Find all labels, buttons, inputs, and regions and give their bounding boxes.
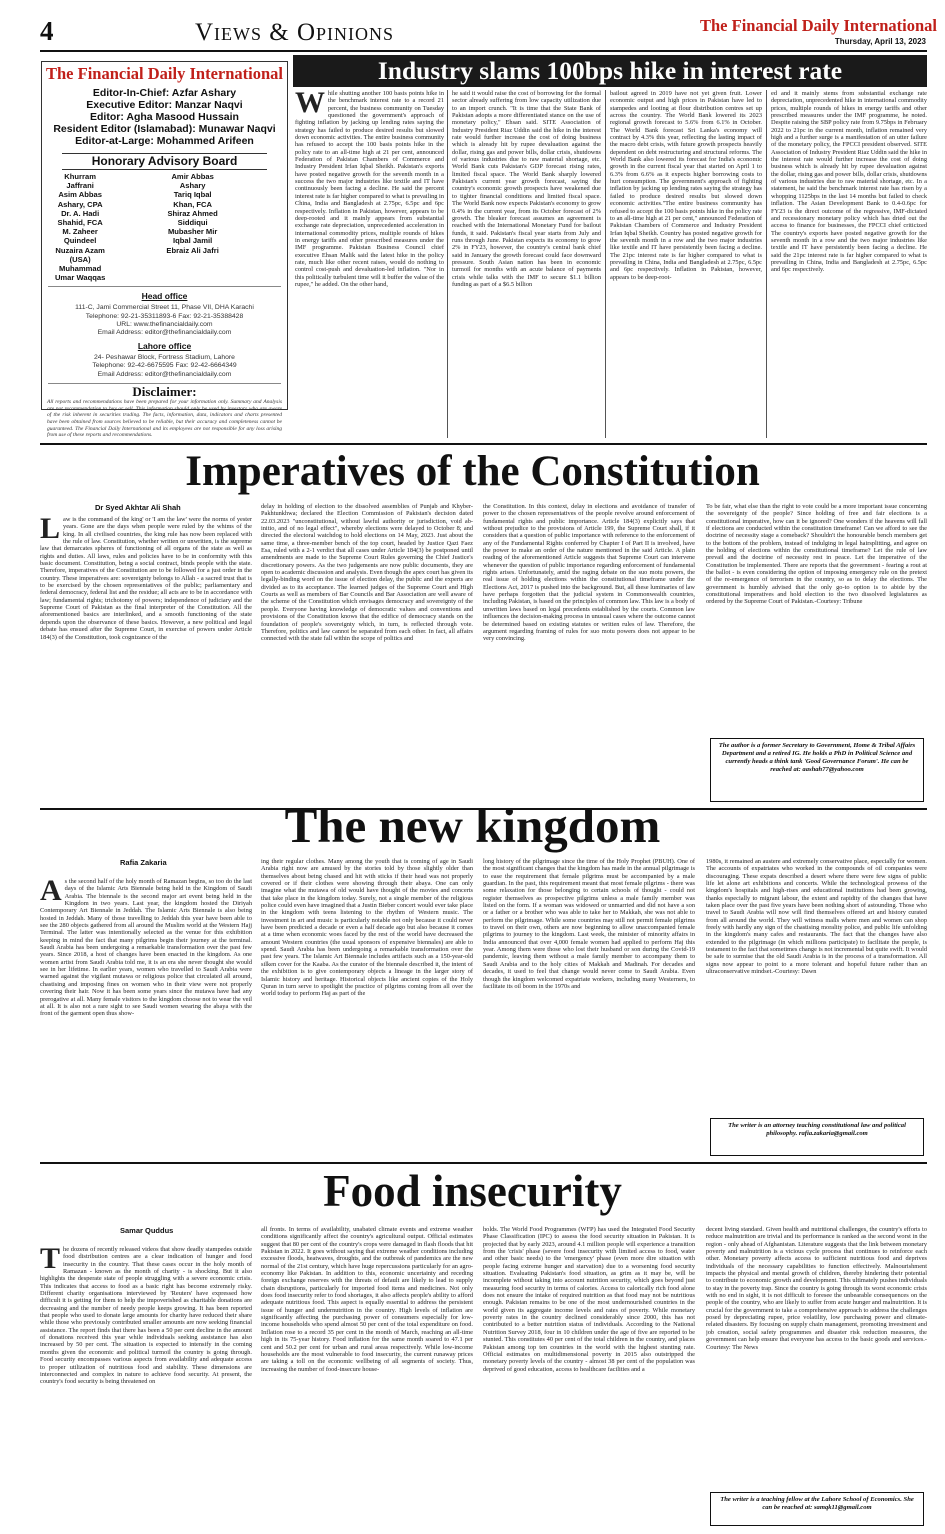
disclaimer-title: Disclaimer: — [132, 383, 197, 399]
board-member: Muhammad Umar Waqqas — [54, 264, 106, 283]
lead-text: hile shutting another 100 basis points hike in the benchmark interest rate to a record 21 percent, the business community on Tuesday questioned the government's approach of fighting inflation by jacking up lending rates saying the strategy has failed to produce desired results but slowed down economic activities. The entire business community has refused to accept the 100 basis points hike in the policy rate to an all-time high at 21 per cent, announced Federation of Pakistan Chambers of Commerce and Industry President Irfan Iqbal Sheikh. Pakistan's exports have posted negative growth for the seventh month in a success the two major industries like textile and IT have continuously been facing a decline. He said the percent interest rate is far higher compared to what is prevailing in China, India and Bangladesh at 2.75pc, 6.5pc and 6pc respectively. Inflation in Pakistan, however, appears to be deep-rooted and it mainly appears from substantial exchange rate depreciation, unprecedented acceleration in international commodity prices, multiple rounds of hikes in energy tariffs and other prescribed measures under the IMF programme. Pakistan Business Council chief executive Ehsan Malik said the latest hike in the policy rate, much like other recent raises, would do nothing to control cost-push and devaluation-led inflation. "Nor in this politically turbulent time will it buffer the value of the rupee," he added. On the other hand, — [295, 90, 444, 288]
food-column-4: decent living standard. Given health and nutritional challenges, the country's efforts to reduce malnutrition are trivial and its performance is ranked as the second worst in the region - only ahead of Afghanistan. Literature suggests that the link between monetary poverty and malnutrition is a vicious cycle process that continues to reinforce each other. Monetary poverty affects access to sufficient nutritious food and deprives individuals of the necessary capabilities to function effectively. Malnourishment impacts the physical and mental growth of children, thereby hindering their potential to contribute to economic growth and development. This ultimately pushes individuals to stay in the poverty trap. Since the country is going through its worst economic crisis with no end in sight, it is not difficult to foresee the unbearable consequences on the people of the country, who are likely to suffer from acute hunger and malnutrition. It is crucial for the government to take a comprehensive approach to address the challenges posed by depreciating rupee, price volatility, low purchasing power and climate-related disasters. By focusing on supply chain management, promoting investment and job creation, social safety programmes and disaster risk reduction measures, the government can help ensure that everyone has access to the basic goods and services.-Courtesy: The News — [706, 1226, 927, 1351]
disclaimer-text: All reports and recommendations have been prepared for your information only. Summary and Analysis are not recommendation to buy or sell. This information should only be used by investors who are aware of the risk inherent in securities trading. The facts, information, data, indicators and charts presented have been obtained from sources believed to be reliable, but their accuracy and completeness cannot be guaranteed. The Financial Daily International and its employees are not responsible for any loss arising from use of these reports and recommendations. — [47, 398, 282, 439]
masthead-paper-name: The Financial Daily International — [46, 64, 283, 83]
board-member: Tariq Iqbal Khan, FCA — [173, 190, 213, 209]
board-member: Iqbal Jamil — [173, 236, 213, 246]
article-text: aw is the command of the king' or 'I am the law' were the norms of yester years. Gone are the days when people were ruled by the whims of the king. In all civilised countries, the king rule has now been replaced with the rule of law. Constitution, whether written or unwritten, is the supreme law that demarcates spheres of functioning of all organs of the state as well as rights and duties. All laws, rules and policies have to be in conformity with this basic document. Constitution, being a social contract, binds people with the state. Therefore, imperatives of the Constitution are to be followed for a just order in the country. These imperatives are: sovereignty belongs to Allah - a sacred trust that is to be exercised by the chosen representatives of the public; parliamentary and federal democracy, federal list and the residue; all acts are to be in accordance with law; fundamental rights; trichotomy of powers; independence of judiciary and the Supreme Court of Pakistan as the final interpreter of the Constitution. All the aforementioned basics are interlinked, and a smooth functioning of the state depends upon the observance of these basics. However, a new political and legal debate has ensued after the Supreme Court, in exercise of powers under Article 184(3) of the Constitution, took cognizance of the — [40, 516, 252, 641]
kingdom-column-2: ing their regular clothes. Many among the youth that is coming of age in Saudi Arabia right now are amused by the stories told by those slightly older than themselves about being chased and hit with sticks if their head was not properly covered or if their clothes were showing through their abaya. One can only imagine what the mutawa of old would have thought of the movies and concerts that take place in the kingdom today. Surely, not a single member of the religious police could even have imagined that a Justin Bieber concert would ever take place in the kingdom with teens listening to the rhythm of Western music. The investment in art and music is particularly notable not only because it could never have been predicted a decade or even a half decade ago but also because it comes at a time when economic woes faced by the rest of the world have decreased the amount Western countries (the usual sponsors of expensive biennales) are able to spend. Saudi Arabia has been undergoing a remarkable transformation over the past few years. The Islamic Art Biennale includes artifacts such as a 150-year-old silken cover for the Kaaba. As the curator of the biennale described it, the intent of the exhibition is to give contemporary objects a lineage in the larger story of Islamic history and heritage. Historical objects like ancient copies of the Holy Quran in turn serve to spotlight the practice of pilgrims coming from all over the world today to perform Haj as part of the — [261, 858, 473, 998]
kingdom-column-3: long history of the pilgrimage since the time of the Holy Prophet (PBUH). One of the most significant changes that the kingdom has made in the annual pilgrimage is to ease the requirement that female pilgrims must be accompanied by a male guardian. In the past, this requirement meant that most female pilgrims - there was some relaxation for those belonging to certain schools of thought - could not register themselves as prospective pilgrims unless a male family member was listed on the form. If a woman was widowed or unmarried and did not have a son or a father or a brother who was able to take her to Makkah, she was not able to perform the pilgrimage. While some countries may still not permit female pilgrims to travel on their own, others are now beginning to allow unaccompanied female pilgrims to journey to the kingdom. Last week, the minister of minority affairs in India announced that over 4,000 female women had applied to perform Haj this year. Among them were those who lost their husband or son during the Covid-19 pandemic, leaving them without a male family member to accompany them to Saudi Arabia and to the holy cities of Makkah and Madinah. For decades and decades, it used to feel that change would never come to Saudi Arabia. Even though the kingdom welcomed expatriate workers, including many Westerners, to facilitate its oil boom in the 1970s and — [483, 858, 695, 990]
article-title: Food insecurity — [323, 1166, 622, 1216]
author-note-box: The author is a former Secretary to Government, Home & Tribal Affairs Department and a retired IG. He holds a PhD in Political Science and currently heads a think tank 'Good Governance Forum'. He can be reached at: aashah77@yahoo.com — [710, 738, 924, 802]
head-office-line: Telephone: 92-21-35311893-6 Fax: 92-21-35388428 — [85, 312, 244, 320]
lead-dropcap: W — [295, 90, 325, 119]
board-member: Asim Abbas Ashary, CPA — [57, 190, 103, 209]
lead-column-1 — [295, 90, 444, 440]
article-text: s the second half of the holy month of Ramazan begins, so too do the last days of the Islamic Arts Biennale being held in the Kingdom of Saudi Arabia. The biennale is the second major art event being held in the Kingdom in two years. Last year, the kingdom hosted the Diriyah Contemporary Art Biennale in Jeddah. The Islamic Arts Biennale is also being hosted in Jeddah. Many of those travelling to Jeddah this year have been able to see the 280 objects gathered from all around the Muslim world at the Western Hajj Terminal. The latter was intentionally selected as the venue for this exhibition keeping in mind the fact that many pilgrims begin their journey at the terminal. Saudi Arabia has been undergoing a remarkable transformation over the past few years. Since 2018, a host of changes have been enacted in the kingdom. As one women artist from Saudi Arabia told me, it is an era she never thought she would see in her lifetime. In earlier years, women who travelled to Saudi Arabia were warned against the vigilant mutawa or religious police that circulated all around, chastising and imposing fines on women who in their view were not properly covering their hair. Now it has been some years since the mutawa have had any prerogative at all. Many female visitors to the kingdom choose not to wear the veil at all. It is also not a rare sight to see Saudi women wearing the abaya with the front of the garment open thus show- — [40, 878, 252, 1018]
masthead-box — [41, 61, 288, 439]
article-author: Dr Syed Akhtar Ali Shah — [95, 503, 181, 512]
board-member: Amir Abbas Ashary — [171, 172, 214, 191]
constitution-column-3: the Constitution. In this context, delay in elections and avoidance of transfer of power to the chosen representatives of the people revolve around enforcement of fundamental rights and public importance. Article 184(3) explicitly says that without prejudice to the provisions of Article 199, the Supreme Court shall, if it considers that a question of public importance with reference to the enforcement of any of the Fundamental Rights conferred by Chapter I of Part II is involved, have the power to make an order of the nature mentioned in the said Article. A plain reading of the aforementioned Article suggests that Supreme Court can intervene whenever the question of public importance regarding enforcement of fundamental rights arises. Unfortunately, amid the raging debate on the suo motu powers, the real issue of holding elections within the constitutional timeframe under the Elections Act, 2017 is pushed into the background. But, all these luminaries of law have perhaps forgotten that the judicial system in Commonwealth countries, including Pakistan, is based on the principles of common law. This law is a body of unwritten laws based on legal precedents established by the courts. Common law influences the decision-making process in unusual cases where the outcome cannot be determined based on existing statutes or written rules of law. Therefore, the argument regarding framing of rules for suo motu powers does not appear to be very convincing. — [483, 503, 695, 643]
board-member: M. Zaheer Quindeel — [62, 227, 98, 246]
board-member: Nuzaira Azam (USA) — [55, 245, 105, 264]
board-member: Khurram Jaffrani — [64, 172, 96, 191]
editors-list — [42, 87, 287, 147]
constitution-column-1 — [40, 516, 252, 806]
article-text: he dozens of recently released videos that show deadly stampedes outside food distribution centres are a clear indication of hunger and food insecurity in the country. That these cases occur in the holy month of Ramazan - known as the month of charity - is shocking. But it also highlights the desperate state of people struggling with a severe economic crisis. This indicates that access to food as a basic right has become extremely risky. Different charity organisations interviewed by 'Reuters' have expressed how difficult it is getting for them to help the impoverished as charitable donations are decreasing and the number of needy people keeps growing. It has been reported that people who used to donate large amounts for charity have reduced their share while those who previously contributed smaller amounts are now seeking financial assistance. The report finds that there has been a 50 per cent decline in the amount of donations received this year while individuals seeking assistance has also increased by 50 per cent. The situation is expected to intensify in the coming months given the economic and political turmoil the country is going through. Food security encompasses various aspects from availability and adequate access to proper utilization of nutritious food and stability. These dimensions are interconnected and complex in nature to achieve food security. At present, the country's food security is being threatened on — [40, 1246, 252, 1386]
page-number: 4 — [40, 16, 54, 46]
head-office-line: 111-C, Jami Commercial Street 11, Phase VII, DHA Karachi — [75, 304, 254, 312]
lead-column-2: he said it would raise the cost of borrowing for the formal sector already suffering from low capacity utilization due to an import crunch. "It is time that the State Bank of Pakistan adopts a more differentiated stance on the use of monetary policy," Ehsan said. SITE Association of Industry President Riaz Uddin said the hike in the interest rate would further increase the cost of doing business which is already hit by rupee devaluation against the dollar, rising gas and power bills, dollar crisis, shutdowns of various industries due to raw material shortage, etc. World Bank cuts Pakistan's GDP forecast rising rates, limited fiscal space. The World Bank sharply lowered Pakistan's current year growth forecast, saying the country's economic growth prospects have weakened due to tighter financial conditions and limited fiscal space. The World Bank now expects Pakistan's economy to grow 0.4% in the current year, from its October forecast of 2% growth. The bleaker forecast assumes an agreement is reached with the International Monetary Fund for bailout funds, it said. Pakistan's fiscal year starts from July and runs through June. Pakistan expects its economy to grow 2% in FY23, however, the country's central bank chief said in January the growth forecast could face downward pressure. South Asian nation has been in economic turmoil for months with an acute balance of payments crisis while talks with the IMF to secure $1.1 billion funding as part of a $6.5 billion — [452, 90, 601, 288]
board-member: Mubasher Mir — [167, 227, 218, 237]
constitution-column-4: To be fair, what else than the right to vote could be a more important issue concerning the sovereignty of the people? Since holding of free and fair elections is a constitutional imperative, how can it be ignored? One wonders if the heavens will fall if elections are conducted within the constitution timeframe! Can we afford to see the doctrine of necessity stage a comeback? Shouldn't the honourable bench members get to the bottom of the problem, instead of indulging in legal hairsplitting, and agree on the holding of elections within the constitutional timeframe? Let the rule of law prevail and the doctrine of necessity rest in peace. Let the imperative of the Constitution be implemented. There are reports that the government - fearing a rout at the ballot - is even considering the option of imposing emergency rule on the pretext of the re-emergence of terrorism in the country, so as to delay the elections. The government is humbly advised that the only go-to option is to abide by the constitutional imperatives and hold election to the two dissolved legislatures as ordered by the Supreme Court of Pakistan.-Courtesy: Tribune — [706, 503, 927, 606]
section-rule — [40, 443, 927, 445]
article-title: The new kingdom — [284, 798, 661, 853]
article-dropcap: L — [40, 516, 61, 545]
lahore-office-email[interactable]: Email Address: editor@thefinancialdaily.com — [97, 370, 232, 378]
board-member: Shiraz Ahmed Siddiqui — [167, 208, 218, 228]
article-title: Imperatives of the Constitution — [185, 448, 760, 495]
food-column-2: all fronts. In terms of availability, unabated climate events and extreme weather conditions significantly affect the country's agricultural output. Official estimates suggest that 80 per cent of the country's crops were damaged in flash floods that hit Pakistan in 2022. It goes without saying that extreme weather conditions including excessive floods, heatwaves, droughts, and the outbreak of pandemics are the new normal of the 21st century, which have huge repercussions particularly for an agro-economy like Pakistan. In addition to this, economic uncertainty and receding foreign exchange reserves with the threats of default are likely to lead to supply chain disruptions, particularly for imported food items and medicines. Not only does food insecurity refer to food shortages, it also affects people's ability to afford adequate nutritious food. This aspect is equally essential to address the persistent issue of hunger and undernutrition in the country. High levels of inflation are significantly affecting the purchasing power of consumers especially for low-income households who spend almost 50 per cent of the total expenditure on food. Inflation rose to a record 35 per cent in the month of March, reaching an all-time high in its 75-year history. Food inflation for the same month soared to 47.1 per cent and 50.2 per cent for urban and rural areas respectively. While low-income households are the most vulnerable to food insecurity, the current runaway prices are taking a toll on the economic wellbeing of all segments of society. Thus, increasing the number of food-insecure house- — [261, 1226, 473, 1373]
header-paper-name: The Financial Daily International — [700, 16, 937, 35]
kingdom-column-4: 1980s, it remained an austere and extremely conservative place, especially for women. The accounts of expatriates who worked in the compounds of oil companies were discouraging. These expats described a desert where there were few signs of public life let alone art exhibitions and concerts. While the technological prowess of the kingdom's hospitals and high-rises and educational institutions had been growing, thanks especially to migrant labour, the extent and rapidity of the changes that have taken place over the past five years have been nothing short of astounding. Those who travel to Saudi Arabia will now will find themselves offered art and history curated from all around the world. They will witness malls where men and women can shop freely with hardly any sign of the chastising morality police, and public life unfolding in the kingdom's many cafes and restaurants. The fact that the changes have also extended to the pilgrimage (in which millions participate) to facilitate the people, is testament to the fact that sometimes change is not incremental but quite swift. It would be safe to surmise that the old Saudi Arabia is in the process of a transformation. All signs now appear to point to a more tolerant and hopeful future rather than an ultraconservative mindset.-Courtesy: Dawn — [706, 858, 927, 976]
column-divider — [447, 90, 448, 438]
lahore-office-title: Lahore office — [137, 341, 192, 352]
food-column-1 — [40, 1246, 252, 1526]
author-note-box: The writer is an attorney teaching constitutional law and political philosophy. rafia.zakaria@gmail.com — [710, 1118, 924, 1156]
column-divider — [766, 90, 767, 438]
article-author: Samar Quddus — [120, 1226, 174, 1235]
lead-column-3: bailout agreed in 2019 have not yet given fruit. Lower economic output and high prices in Pakistan have led to stampedes and looting at flour distribution centres set up across the country. The World Bank lowered its 2023 regional growth forecast to 5.6% from 6.1% in October. The World Bank forecast Sri Lanka's economy will contract by 4.3% this year, reflecting the lasting impact of the macro debt crisis, with future growth prospects heavily dependent on debt restructuring and structural reforms. The World Bank also lowered its forecast for India's economic growth in the current fiscal year that started on April 1 to 6.3% from 6.6% as it expects higher borrowing costs to hurt consumption. The government's approach of fighting inflation by jacking up lending rates saying the strategy has failed to produce desired results but slowed down economic activities."The entire business community has refused to accept the 100 basis points hike in the policy rate to an all-time high at 21 per cent," announced Federation of Pakistan Chambers of Commerce and Industry President Irfan Iqbal Sheikh. Country has posted negative growth for the seventh month in a row and the two major industries like textile and IT have persistently been facing a decline. The 21pc interest rate is far higher compared to what is prevailing in China, India and Bangladesh at 2.75pc, 6.5pc and 6pc respectively. Inflation in Pakistan, however, appears to be deep-root- — [610, 90, 762, 281]
article-dropcap: T — [40, 1246, 61, 1275]
editor-line: Editor-In-Chief: Azfar Ashary — [92, 87, 237, 99]
lead-headline: Industry slams 100bps hike in interest rate — [377, 56, 843, 85]
lead-column-4: ed and it mainly stems from substantial exchange rate depreciation, unprecedented hike in international commodity prices, multiple rounds of hikes in energy tariffs and other prescribed measures under the IMF programme, he noted. Despite raising the SBP policy rate from 9.75bps in February 2022 to 21pc in the current month, inflation remained very high and a further surge is a manifestation of an utter failure of the monetary policy, the FPCCI president observed. SITE Association of Industry President Riaz Uddin said the hike in the interest rate would further increase the cost of doing business which is already hit by rupee devaluation against the dollar, rising gas and power bills, dollar crisis, shutdowns of various industries due to raw material shortage, etc. In a statement, he said the benchmark interest rate has risen by a whopping 1125bps in the last 14 months but failed to check inflation. The Asian Development Bank to 0.4-0.6pc for FY23 is the direct outcome of the regressive, IMF-dictated and recessionary monetary policy which has dried out the access to finance for businesses, the FPCCI chief criticized The country's exports have posted negative growth for the seventh month in a row and the two major industries like textile and IT have persistently been facing a decline. He said the 21pc interest rate is far higher compared to what is prevailing in China, India and Bangladesh at 2.75pc, 6.5pc and 6pc respectively. — [771, 90, 927, 274]
board-member: Dr. A. Hadi Shahid, FCA — [57, 208, 103, 228]
article-dropcap: A — [40, 878, 62, 907]
author-note-box: The writer is a teaching fellow at the Lahore School of Economics. She can be reached at: samqk11@gmail.com — [710, 1492, 924, 1526]
kingdom-column-1 — [40, 878, 252, 1158]
column-divider — [605, 90, 606, 438]
section-title: Views & Opinions — [195, 19, 395, 46]
constitution-column-2: delay in holding of election to the dissolved assemblies of Punjab and Khyber-Pakhtunkhwa; declared the Election Commission of Pakistan's decision dated 22.03.2023 "unconstitutional, without lawful authority or jurisdiction, void ab-initio, and of no legal effect", whereby elections were delayed to October 8; and directed the electoral watchdog to hold elections on 14 May, 2023. Just about the same time, a three-member bench of the top court, headed by Justice Qazi Faez Esa, ruled with a 2-1 verdict that all cases under Article 184(3) be postponed until amendments are made to the Supreme Court Rules governing the Chief Justice's discretionary powers. As the two judgements are now public documents, they are open to academic discussion and analysis. Even though the apex court has given its legally-binding word on the issue of election delay, the public and the experts are divided as to its acceptance. The learned judges of the Supreme Court and High Courts as well as members of Bar Councils and Bar Association are well aware of the scheme of the Constitution which envisages democracy and sovereignty of the people. Everyone having knowledge of democratic values and conventions and provisions of the Constitution knows that the edifice of democracy stands on the foundation of people's sovereignty which, in turn, is reflected through vote. Therefore, politics and law cannot be separated from each other. In fact, all affairs connected with the state fall within the scope of politics and — [261, 503, 473, 643]
lahore-office-line: Telephone: 92-42-6675595 Fax: 92-42-6664349 — [92, 362, 237, 370]
lahore-office-line: 24- Peshawar Block, Fortress Stadium, Lahore — [94, 354, 235, 362]
editor-line: Editor-at-Large: Mohammed Arifeen — [75, 135, 254, 147]
head-office-url[interactable]: URL: www.thefinancialdaily.com — [116, 320, 213, 328]
editor-line: Resident Editor (Islamabad): Munawar Naqvi — [53, 123, 276, 135]
header-rule — [40, 50, 927, 52]
head-office-email[interactable]: Email Address: editor@thefinancialdaily.com — [97, 329, 232, 337]
head-office-title: Head office — [141, 291, 188, 302]
header-date: Thursday, April 13, 2023 — [834, 37, 926, 46]
article-author: Rafia Zakaria — [120, 858, 167, 867]
advisory-board — [42, 172, 287, 282]
editor-line: Editor: Agha Masood Hussain — [90, 111, 239, 123]
board-member: Ebraiz Ali Jafri — [166, 245, 219, 255]
editor-line: Executive Editor: Manzar Naqvi — [86, 99, 243, 111]
food-column-3: holds. The World Food Programmes (WFP) has used the Integrated Food Security Phase Classification (IPC) to assess the food security situation in Pakistan. It is projected that by early 2023, around 4.1 million people will experience a transition from the 'crisis' phase (severe food insecurity with limited access to food, water and other basic needs) to the 'emergency' phase (even more dire situation with people facing extreme hunger and starvation) due to a worsening food security situation. Evaluating Pakistan's food situation, as grim as it may be, will be incomplete without taking into account nutrition security, which goes beyond just measuring food security in terms of calories. Access to calorically rich food alone does not ensure the intake of required nutrition as that food may not be nutritious enough. Pakistan remains to be one of the most undernourished countries in the world given its aggregate income levels and rates of poverty. While monetary poverty rates in the country declined considerably since 2000, this has not contributed to a better nutrition status of individuals. According to the National Nutrition Survey 2018, four in 10 children under the age of five are reported to be stunted. This constitutes 40 per cent of the total children in the country, and places Pakistan among top ten countries in the world with the highest stunting rate. Official estimates on multidimensional poverty in 2015 also outstripped the monetary poverty levels of the country - almost 38 per cent of the population was deprived of good education, access to healthcare facilities and a — [483, 1226, 695, 1373]
board-title: Honorary Advisory Board — [62, 153, 267, 170]
